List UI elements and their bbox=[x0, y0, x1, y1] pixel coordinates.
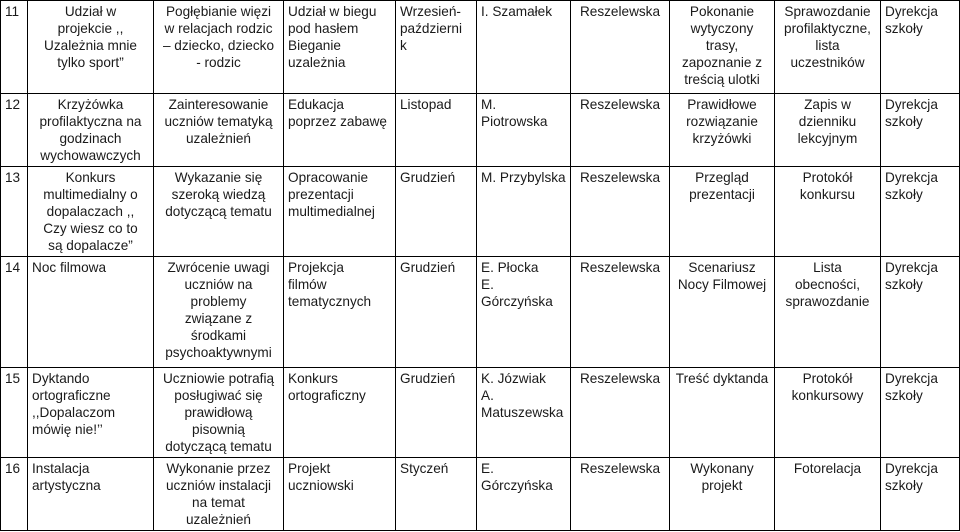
task-responsible: M. Piotrowska bbox=[477, 94, 571, 167]
task-coordinator: Reszelewska bbox=[571, 1, 670, 94]
task-term: Grudzień bbox=[396, 167, 477, 257]
task-form: Konkurs ortograficzny bbox=[284, 368, 396, 458]
task-result: Prawidłowe rozwiązanie krzyżówki bbox=[670, 94, 775, 167]
task-coordinator: Reszelewska bbox=[571, 94, 670, 167]
task-goal: Zwrócenie uwagi uczniów na problemy związane z środkami psychoaktywnymi bbox=[154, 257, 284, 368]
task-approval: Dyrekcja szkoły bbox=[881, 368, 960, 458]
table-row bbox=[1, 458, 960, 531]
task-result: Pokonanie wytyczony trasy, zapoznanie z treścią ulotki bbox=[670, 1, 775, 94]
task-term: Listopad bbox=[396, 94, 477, 167]
task-goal: Wykazanie się szeroką wiedzą dotyczącą tematu bbox=[154, 167, 284, 257]
task-documentation: Protokół konkursowy bbox=[775, 368, 881, 458]
task-goal: Zainteresowanie uczniów tematyką uzależnień bbox=[154, 94, 284, 167]
task-name: Noc filmowa bbox=[28, 257, 154, 368]
task-term: Styczeń bbox=[396, 458, 477, 531]
row-number: 14 bbox=[1, 257, 28, 368]
task-name: Udział w projekcie ,, Uzależnia mnie tylko sport” bbox=[28, 1, 154, 94]
task-term: Wrzesień- październi k bbox=[396, 1, 477, 94]
task-form: Edukacja poprzez zabawę bbox=[284, 94, 396, 167]
task-name: Konkurs multimedialny o dopalaczach ,, Czy wiesz co to są dopalacze” bbox=[28, 167, 154, 257]
task-documentation: Lista obecności, sprawozdanie bbox=[775, 257, 881, 368]
task-responsible: E. Płocka E. Górczyńska bbox=[477, 257, 571, 368]
task-approval: Dyrekcja szkoły bbox=[881, 257, 960, 368]
task-form: Projekt uczniowski bbox=[284, 458, 396, 531]
task-goal: Wykonanie przez uczniów instalacji na temat uzależnień bbox=[154, 458, 284, 531]
task-term: Grudzień bbox=[396, 257, 477, 368]
row-number: 16 bbox=[1, 458, 28, 531]
task-form: Opracowanie prezentacji multimedialnej bbox=[284, 167, 396, 257]
row-number: 12 bbox=[1, 94, 28, 167]
task-form: Udział w biegu pod hasłem Bieganie uzależnia bbox=[284, 1, 396, 94]
task-documentation: Zapis w dzienniku lekcyjnym bbox=[775, 94, 881, 167]
table-row bbox=[1, 368, 960, 458]
table-row bbox=[1, 1, 960, 94]
task-name: Instalacja artystyczna bbox=[28, 458, 154, 531]
task-name: Dyktando ortograficzne ,,Dopalaczom mówię nie!’’ bbox=[28, 368, 154, 458]
task-responsible: I. Szamałek bbox=[477, 1, 571, 94]
task-goal: Uczniowie potrafią posługiwać się prawidłową pisownią dotyczącą tematu bbox=[154, 368, 284, 458]
task-approval: Dyrekcja szkoły bbox=[881, 167, 960, 257]
table-row bbox=[1, 94, 960, 167]
task-documentation: Protokół konkursu bbox=[775, 167, 881, 257]
task-documentation: Fotorelacja bbox=[775, 458, 881, 531]
task-coordinator: Reszelewska bbox=[571, 167, 670, 257]
row-number: 15 bbox=[1, 368, 28, 458]
task-responsible: E. Górczyńska bbox=[477, 458, 571, 531]
task-coordinator: Reszelewska bbox=[571, 257, 670, 368]
task-coordinator: Reszelewska bbox=[571, 458, 670, 531]
task-result: Przegląd prezentacji bbox=[670, 167, 775, 257]
table-row bbox=[1, 257, 960, 368]
task-approval: Dyrekcja szkoły bbox=[881, 458, 960, 531]
task-approval: Dyrekcja szkoły bbox=[881, 94, 960, 167]
task-term: Grudzień bbox=[396, 368, 477, 458]
row-number: 13 bbox=[1, 167, 28, 257]
task-responsible: K. Józwiak A. Matuszewska bbox=[477, 368, 571, 458]
task-documentation: Sprawozdanie profilaktyczne, lista uczestników bbox=[775, 1, 881, 94]
task-result: Treść dyktanda bbox=[670, 368, 775, 458]
task-form: Projekcja filmów tematycznych bbox=[284, 257, 396, 368]
task-result: Wykonany projekt bbox=[670, 458, 775, 531]
task-responsible: M. Przybylska bbox=[477, 167, 571, 257]
task-goal: Pogłębianie więzi w relacjach rodzic – dziecko, dziecko - rodzic bbox=[154, 1, 284, 94]
task-name: Krzyżówka profilaktyczna na godzinach wychowawczych bbox=[28, 94, 154, 167]
task-coordinator: Reszelewska bbox=[571, 368, 670, 458]
task-approval: Dyrekcja szkoły bbox=[881, 1, 960, 94]
task-result: Scenariusz Nocy Filmowej bbox=[670, 257, 775, 368]
table-row bbox=[1, 167, 960, 257]
row-number: 11 bbox=[1, 1, 28, 94]
